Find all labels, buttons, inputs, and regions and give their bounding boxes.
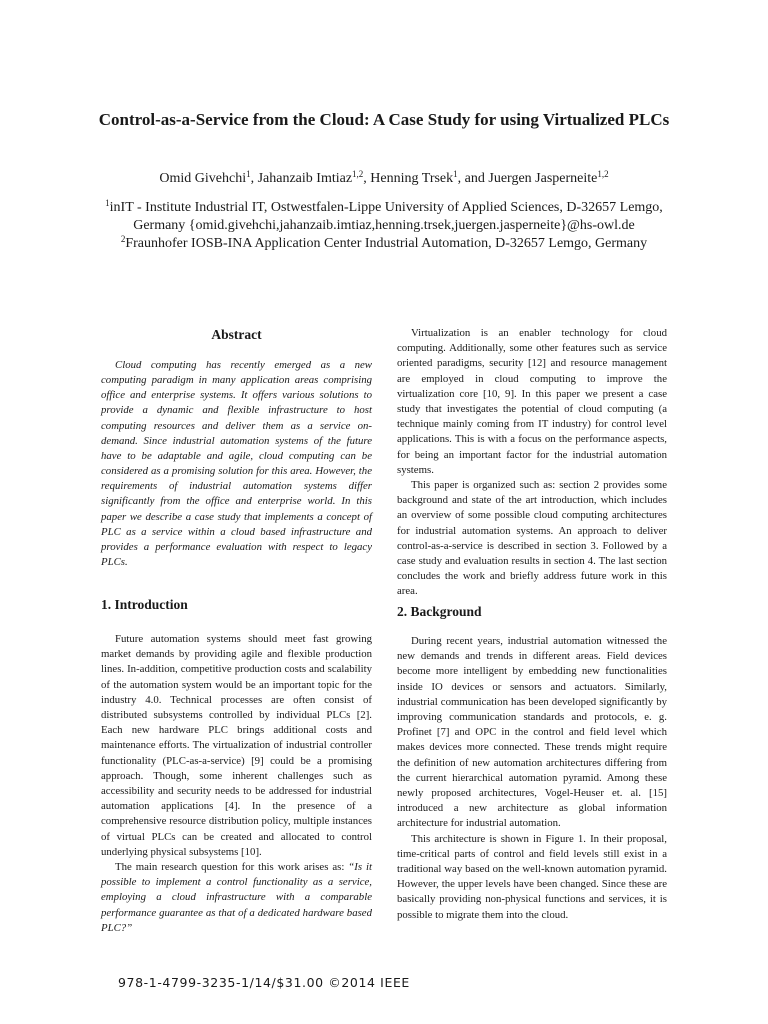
affiliation-1-line-1: inIT - Institute Industrial IT, Ostwestfalen-Lippe University of Applied Sciences, D-32657 Lemgo,: [109, 200, 663, 215]
affiliation-1-email: Germany {omid.givehchi,jahanzaib.imtiaz,henning.trsek,juergen.jasperneite}@hs-owl.de: [133, 218, 635, 233]
introduction-paragraph-2: [101, 860, 372, 936]
research-question-quote: “Is it possible to implement a control functionality as a service, employing a cloud infrastructure with a comparable performance guarantee as that of a dedicated hardware based PLC?”: [101, 861, 372, 934]
author-separator: ,: [250, 171, 258, 186]
abstract-text: Cloud computing has recently emerged as a new computing paradigm in many application areas comprising office and enterprise systems. It offers various solutions to provide a dynamic and flexible infrastructure to host computing resources and deliver them as a service on-demand. Since industrial automation systems of the future have to be adaptable and agile, cloud computing can be considered as a promising solution for this area. However, the requirements of industrial automation systems differ significantly from the office and enterprise world. In this paper we describe a case study that implements a concept of PLC as a service within a cloud based infrastructure and provides a performance evaluation with respect to legacy PLCs.: [101, 359, 372, 569]
author-separator: ,: [363, 171, 371, 186]
author-affiliation-mark: 1: [246, 169, 251, 179]
introduction-paragraph-1: Future automation systems should meet fast growing market demands by providing agile and flexible production lines. In-addition, competitive production costs and scalability of the automation system would be an important topic for the industry 4.0. Technical processes are often consist of distributed subsystems controlled by individual PLCs [2]. Each new hardware PLC brings additional costs and maintenance efforts. The virtualization of industrial controller functionality (PLC-as-a-service) [9] could be a promising approach. Though, some inherent challenges such as accessibility and security needs to be addressed for industrial automation applications [4]. In the presence of a comprehensive resource distribution policy, multiple instances of virtual PLCs can be created and allocated to control underlying physical subsystems [10].: [101, 633, 372, 858]
section-heading-introduction: 1. Introduction: [101, 597, 188, 612]
affiliation-mark: 2: [120, 234, 126, 244]
introduction-paragraph-4: This paper is organized such as: section 2 provides some background and state of the art introduction, which includes an overview of some possible cloud computing architectures for industrial automation systems. An approach to deliver control-as-a-service is described in section 3. Followed by a case study and evaluation results in section 4. The last section concludes the work and briefly address future work in this area.: [397, 479, 667, 598]
affiliation-2: [0, 235, 768, 253]
affiliation-1: [0, 199, 768, 217]
introduction-paragraph-3: Virtualization is an enabler technology for cloud computing. Additionally, some other features such as service oriented paradigms, security [12] and resource management are employed in cloud computing to improve the virtualization core [10, 9]. In this paper we present a case study that investigates the potential of cloud computing (a technique mainly coming from IT industry) for control level applications. This is with a focus on the performance aspects, for being an important factor for the industrial automation systems.: [397, 327, 667, 476]
background-paragraph-2: This architecture is shown in Figure 1. In their proposal, time-critical parts of control and field levels still exist in a traditional way based on the well-known automation pyramid. However, the upper levels have been changed. Since these are basically providing non-physical functions and services, it is possible to migrate them into the cloud.: [397, 832, 667, 921]
affiliation-2-line-1: Fraunhofer IOSB-INA Application Center Industrial Automation, D-32657 Lemgo, Germany: [125, 236, 648, 251]
section-heading-background: 2. Background: [397, 604, 482, 619]
background-body: [397, 634, 667, 923]
author-separator: , and: [457, 171, 489, 186]
author-name: Juergen Jasperneite: [488, 171, 598, 186]
introduction-continued-body: [397, 326, 667, 600]
abstract-heading: Abstract: [211, 327, 262, 342]
affiliations: [0, 199, 768, 253]
author-list: [0, 169, 768, 189]
author-name: Jahanzaib Imtiaz: [257, 171, 353, 186]
author-affiliation-mark: 1,2: [352, 169, 364, 179]
author-name: Omid Givehchi: [159, 171, 247, 186]
introduction-body: [101, 632, 372, 936]
author-affiliation-mark: 1,2: [597, 169, 609, 179]
background-paragraph-1: During recent years, industrial automation witnessed the new demands and trends in different areas. Field devices become more intelligent by embedding new functionalities inside IO devices or sensors and actuators. Similarly, industrial communication has been developed significantly by improving communication standards and protocols, e. g. Profinet [7] and OPC in the control and field level which makes devices more connected. These trends might require the definition of new automation architectures differing from the current hierarchical automation pyramid. Among these newly proposed architectures, Vogel-Heuser et. al. [15] introduced a new architecture as global information architecture for industrial automation.: [397, 635, 667, 830]
paper-title: Control-as-a-Service from the Cloud: A Case Study for using Virtualized PLCs: [98, 110, 670, 129]
copyright-footer: 978-1-4799-3235-1/14/$31.00 ©2014 IEEE: [118, 975, 410, 990]
affiliation-mark: 1: [105, 198, 110, 208]
author-affiliation-mark: 1: [453, 169, 458, 179]
research-question-lead: The main research question for this work arises as:: [115, 861, 349, 874]
author-name: Henning Trsek: [370, 171, 454, 186]
